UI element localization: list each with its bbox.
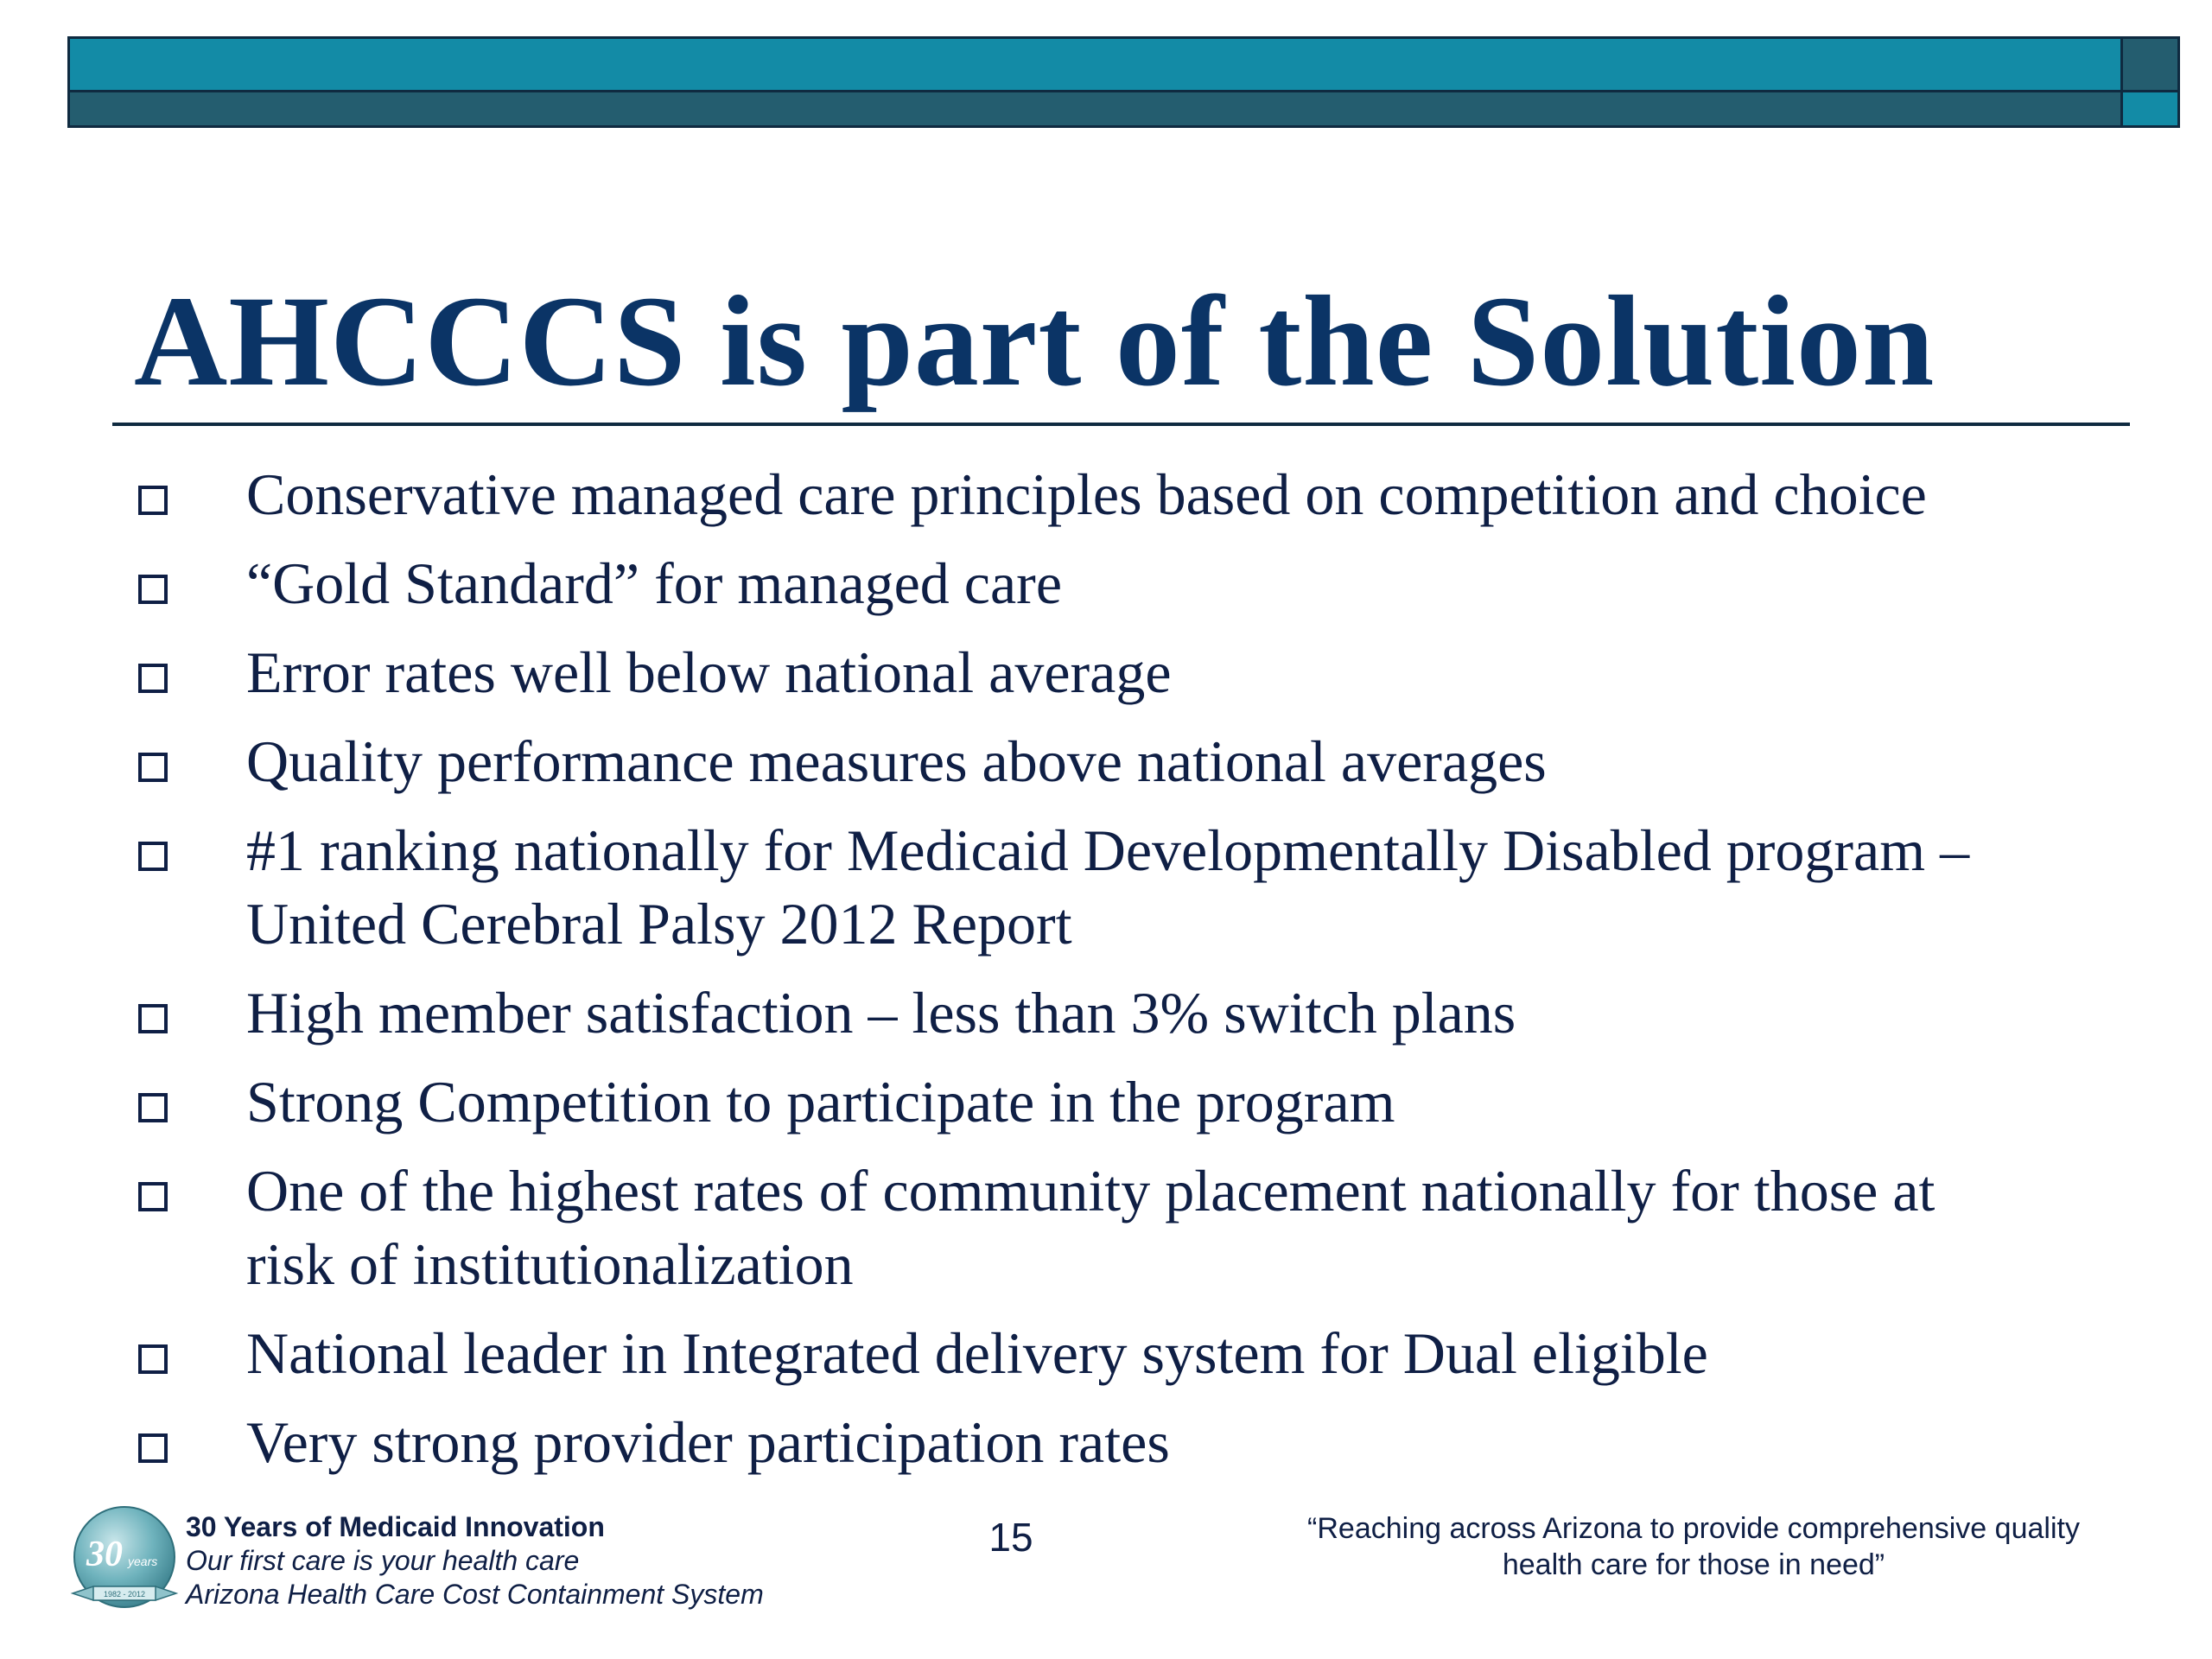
bullet-item [130,725,2117,798]
bullet-text: “Gold Standard” for managed care [246,550,1062,616]
hollow-square-icon [138,753,168,782]
footer-agency-name: Arizona Health Care Cost Containment System [186,1579,764,1610]
30-years-anniversary-logo-icon [67,1503,181,1618]
title-divider [112,423,2130,426]
bullet-item [130,814,2117,961]
banner-top-band [70,39,2120,92]
bullet-item [130,1317,2117,1390]
bullet-text: High member satisfaction – less than 3% switch plans [246,980,1516,1046]
hollow-square-icon [138,1093,168,1122]
bullet-text: Very strong provider participation rates [246,1409,1170,1475]
hollow-square-icon [138,842,168,871]
bullet-text: #1 ranking nationally for Medicaid Developmentally Disabled program – [246,817,1970,883]
bullet-text: One of the highest rates of community placement nationally for those at [246,1158,1936,1224]
logo-number: 30 [86,1535,123,1574]
bullet-item [130,976,2117,1050]
footer-quote-line-2: health care for those in need” [1502,1548,1885,1581]
hollow-square-icon [138,575,168,604]
hollow-square-icon [138,1344,168,1374]
footer-org-line: 30 Years of Medicaid Innovation [186,1511,605,1542]
top-banner [67,36,2180,128]
page-number: 15 [988,1515,1033,1560]
hollow-square-icon [138,1433,168,1463]
hollow-square-icon [138,486,168,515]
logo-word: years [128,1554,158,1568]
banner-corner-square-top [2120,39,2177,92]
footer-quote-line-1: “Reaching across Arizona to provide comprehensive quality [1307,1512,2080,1545]
bullet-item [130,1065,2117,1139]
bullet-item [130,458,2117,531]
hollow-square-icon [138,1182,168,1211]
banner-corner-square-bottom [2120,92,2177,125]
logo-ribbon-text: 1982 - 2012 [103,1590,146,1599]
banner-bottom-band [70,92,2120,125]
footer-quote [1262,1510,2126,1583]
bullet-item [130,636,2117,709]
hollow-square-icon [138,1004,168,1033]
footer-branding [186,1510,764,1611]
bullet-text: National leader in Integrated delivery system for Dual eligible [246,1320,1708,1386]
bullet-text: Conservative managed care principles based on competition and choice [246,461,1927,527]
bullet-item [130,547,2117,620]
bullet-text: Strong Competition to participate in the program [246,1069,1395,1135]
bullet-item [130,1406,2117,1479]
bullet-list [130,458,2117,1495]
footer-tagline: Our first care is your health care [186,1545,580,1576]
hollow-square-icon [138,664,168,693]
bullet-text: Quality performance measures above national averages [246,728,1547,794]
slide-title: AHCCCS is part of the Solution [134,270,1936,413]
bullet-text: Error rates well below national average [246,639,1172,705]
bullet-item [130,1154,2117,1301]
bullet-text-continued: risk of institutionalization [246,1231,854,1297]
bullet-text-continued: United Cerebral Palsy 2012 Report [246,891,1072,957]
